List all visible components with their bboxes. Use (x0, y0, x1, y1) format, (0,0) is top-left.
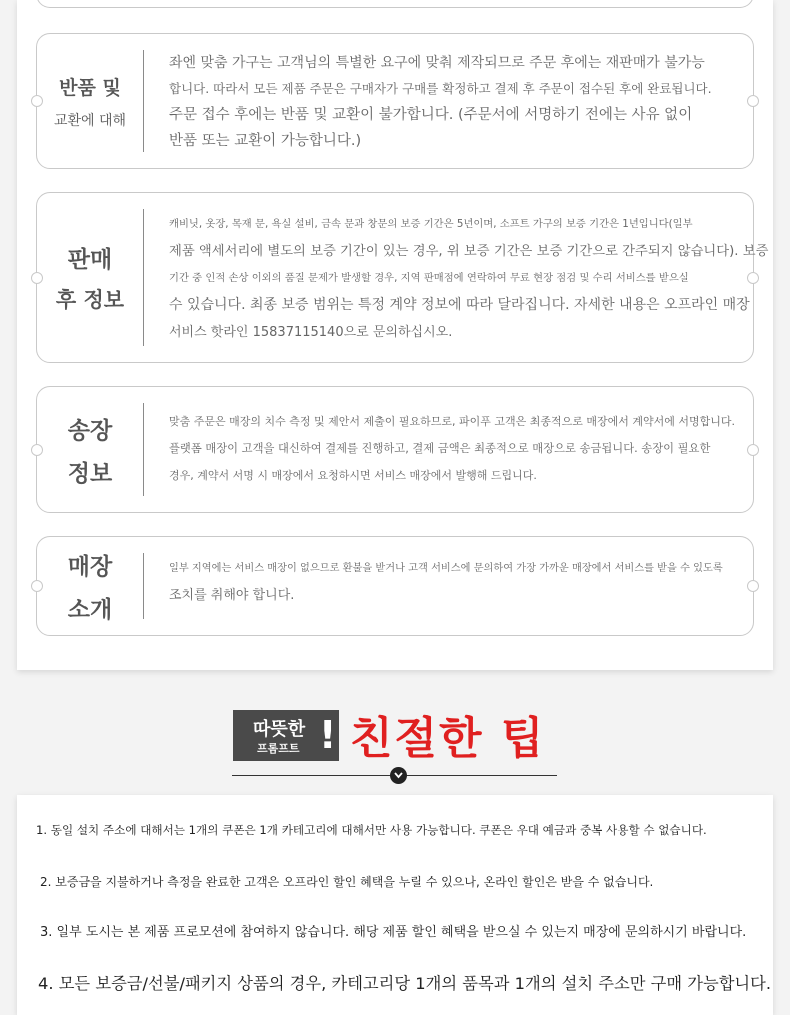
invoice-title-line-2: 정보 (67, 460, 113, 487)
returns-body-line-1: 좌엔 맞춤 가구는 고객님의 특별한 요구에 맞춰 제작되므로 주문 후에는 재판매가 불가능 (169, 55, 705, 71)
after-sales-title-line-2: 후 정보 (55, 288, 125, 312)
tips-header (0, 700, 790, 790)
invoice-section-title (37, 387, 143, 512)
after-sales-section-body (169, 211, 769, 346)
tips-badge (233, 710, 339, 761)
returns-section-body (169, 50, 725, 154)
store-intro-title-line-2: 소개 (67, 597, 113, 623)
tips-card (17, 795, 773, 1015)
after-sales-body-line-5: 서비스 핫라인 15837115140으로 문의하십시오. (169, 325, 453, 340)
tip-item-1: 1. 동일 설치 주소에 대해서는 1개의 쿠폰은 1개 카테고리에 대해서만 사용 가능합니다. 쿠폰은 우대 예금과 중복 사용할 수 없습니다. (36, 823, 707, 837)
returns-title-line-2: 교환에 대해 (53, 112, 127, 129)
exclamation-icon: ! (319, 713, 337, 757)
after-sales-body-line-1: 캐비닛, 옷장, 목재 문, 욕실 설비, 금속 문과 창문의 보증 기간은 5년이며, 소프트 가구의 보증 기간은 1년입니다(일부 (169, 218, 693, 230)
returns-section (36, 33, 754, 169)
tips-badge-line-1: 따뜻한 (253, 719, 306, 740)
store-intro-body-line-1: 일부 지역에는 서비스 매장이 없으므로 환불을 받거나 고객 서비스에 문의하여 가장 가까운 매장에서 서비스를 받을 수 있도록 (169, 563, 723, 574)
after-sales-title-line-1: 판매 (67, 247, 113, 273)
store-intro-body-line-2: 조치를 취해야 합니다. (169, 588, 295, 603)
invoice-title-line-1: 송장 (67, 417, 113, 444)
chevron-down-icon (390, 767, 407, 784)
section-divider (143, 209, 144, 346)
after-sales-section-title (37, 193, 143, 362)
returns-body-line-2: 합니다. 따라서 모든 제품 주문은 구매자가 구매를 확정하고 결제 후 주문이 접수된 후에 완료됩니다. (169, 81, 712, 96)
tips-badge-line-2: 프롬프트 (257, 742, 300, 755)
after-sales-body-line-4: 수 있습니다. 최종 보증 범위는 특정 계약 정보에 따라 달라집니다. 자세한 내용은 오프라인 매장 (169, 297, 750, 313)
after-sales-section (36, 192, 769, 363)
section-divider (143, 403, 144, 496)
store-intro-section-body (169, 555, 725, 609)
tips-title: 친절한 팁 (350, 713, 546, 764)
invoice-body-line-3: 경우, 계약서 서명 시 매장에서 요청하시면 서비스 매장에서 발행해 드립니다. (169, 469, 537, 482)
store-intro-section (36, 536, 754, 636)
invoice-body-line-1: 맞춤 주문은 매장의 치수 측정 및 제안서 제출이 필요하므로, 파이푸 고객은 최종적으로 매장에서 계약서에 서명합니다. (169, 415, 735, 428)
returns-body-line-3: 주문 접수 후에는 반품 및 교환이 불가합니다. (주문서에 서명하기 전에는 사유 없이 (169, 107, 693, 123)
invoice-body-line-2: 플랫폼 매장이 고객을 대신하여 결제를 진행하고, 결제 금액은 최종적으로 매장으로 송금됩니다. 송장이 필요한 (169, 442, 711, 455)
returns-section-title (37, 34, 143, 168)
tip-item-2: 2. 보증금을 지불하거나 측정을 완료한 고객은 오프라인 할인 혜택을 누릴 수 있으나, 온라인 할인은 받을 수 없습니다. (40, 875, 654, 889)
previous-section-edge (36, 0, 754, 8)
after-sales-body-line-2: 제품 액세서리에 별도의 보증 기간이 있는 경우, 위 보증 기간은 보증 기간으로 간주되지 않습니다). 보증 (169, 244, 769, 259)
invoice-section (36, 386, 754, 513)
after-sales-body-line-3: 기간 중 인적 손상 이외의 품질 문제가 발생할 경우, 지역 판매점에 연락하여 무료 현장 점검 및 수리 서비스를 받으실 (169, 272, 689, 284)
section-divider (143, 50, 144, 152)
returns-body-line-4: 반품 또는 교환이 가능합니다.) (169, 133, 362, 149)
store-intro-title-line-1: 매장 (67, 554, 113, 580)
tip-item-4: 4. 모든 보증금/선불/패키지 상품의 경우, 카테고리당 1개의 품목과 1개의 설치 주소만 구매 가능합니다. (38, 974, 772, 993)
section-divider (143, 553, 144, 619)
store-intro-section-title (37, 537, 143, 635)
invoice-section-body (169, 408, 735, 489)
returns-title-line-1: 반품 및 (59, 76, 121, 99)
tip-item-3: 3. 일부 도시는 본 제품 프로모션에 참여하지 않습니다. 해당 제품 할인 혜택을 받으실 수 있는지 매장에 문의하시기 바랍니다. (40, 925, 747, 940)
